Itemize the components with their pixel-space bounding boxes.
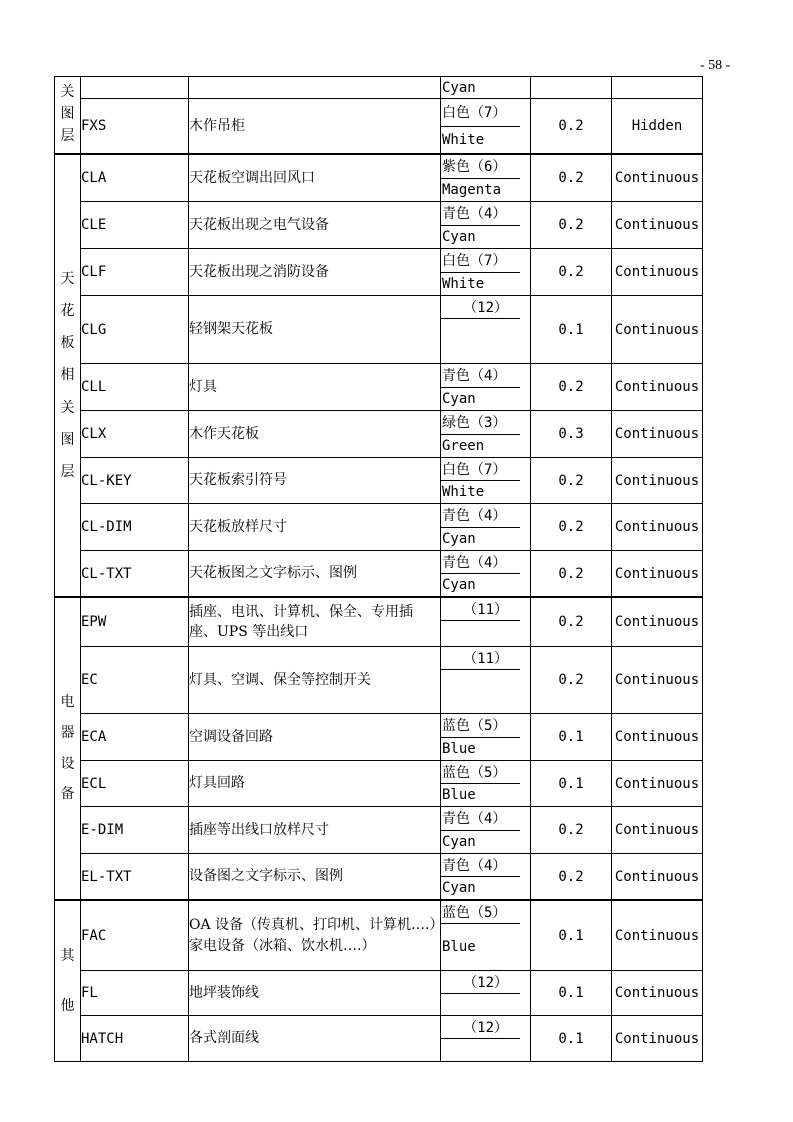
layer-description: 天花板索引符号 bbox=[189, 458, 441, 504]
table-row bbox=[55, 971, 703, 1016]
category-cell: 天花板相关图层 bbox=[55, 154, 81, 597]
table-row bbox=[55, 597, 703, 647]
color-cn: 蓝色（5） bbox=[441, 901, 520, 924]
layer-description: 地坪装饰线 bbox=[189, 971, 441, 1016]
layer-code: ECA bbox=[81, 714, 189, 761]
table-row bbox=[55, 77, 703, 99]
line-type: Continuous bbox=[612, 504, 703, 551]
layer-color bbox=[441, 411, 531, 458]
line-type: Continuous bbox=[612, 807, 703, 854]
page-number: - 58 - bbox=[700, 58, 731, 73]
layer-description: 木作天花板 bbox=[189, 411, 441, 458]
layer-code: CLF bbox=[81, 249, 189, 296]
layer-description: 空调设备回路 bbox=[189, 714, 441, 761]
line-type: Continuous bbox=[612, 647, 703, 714]
layer-color bbox=[441, 154, 531, 202]
layer-color bbox=[441, 504, 531, 551]
color-cn: 紫色（6） bbox=[441, 155, 520, 179]
table-row bbox=[55, 807, 703, 854]
layer-description bbox=[189, 77, 441, 99]
line-type: Continuous bbox=[612, 714, 703, 761]
layer-color bbox=[441, 77, 531, 99]
line-weight: 0.1 bbox=[531, 714, 612, 761]
layer-description: 灯具 bbox=[189, 364, 441, 411]
line-weight: 0.1 bbox=[531, 971, 612, 1016]
color-en: Green bbox=[442, 437, 485, 454]
layer-color bbox=[441, 99, 531, 155]
layer-description: 天花板空调出回风口 bbox=[189, 154, 441, 202]
color-cn: （11） bbox=[441, 647, 520, 670]
table-row bbox=[55, 99, 703, 155]
line-weight: 0.2 bbox=[531, 458, 612, 504]
table-row bbox=[55, 647, 703, 714]
line-weight: 0.2 bbox=[531, 647, 612, 714]
line-type: Continuous bbox=[612, 900, 703, 971]
layer-code: CLL bbox=[81, 364, 189, 411]
line-type: Continuous bbox=[612, 202, 703, 249]
line-type: Hidden bbox=[612, 99, 703, 155]
layer-description: 天花板出现之消防设备 bbox=[189, 249, 441, 296]
layer-color bbox=[441, 807, 531, 854]
layer-code: EL-TXT bbox=[81, 854, 189, 901]
table-row bbox=[55, 154, 703, 202]
layer-code: EPW bbox=[81, 597, 189, 647]
layer-color bbox=[441, 551, 531, 598]
color-cn: 青色（4） bbox=[441, 807, 520, 831]
layer-description: 天花板图之文字标示、图例 bbox=[189, 551, 441, 598]
layer-code bbox=[81, 77, 189, 99]
layer-color bbox=[441, 900, 531, 971]
line-weight: 0.2 bbox=[531, 551, 612, 598]
color-en: Cyan bbox=[442, 79, 476, 96]
line-weight: 0.2 bbox=[531, 154, 612, 202]
line-type: Continuous bbox=[612, 971, 703, 1016]
line-weight: 0.1 bbox=[531, 1016, 612, 1062]
color-en: Cyan bbox=[442, 577, 476, 593]
line-type: Continuous bbox=[612, 411, 703, 458]
line-type: Continuous bbox=[612, 154, 703, 202]
table-row bbox=[55, 458, 703, 504]
table-row bbox=[55, 202, 703, 249]
color-cn: （12） bbox=[441, 1016, 520, 1039]
layer-description: 灯具、空调、保全等控制开关 bbox=[189, 647, 441, 714]
table-row bbox=[55, 296, 703, 364]
table-row bbox=[55, 411, 703, 458]
color-en bbox=[441, 994, 530, 1016]
table-row bbox=[55, 1016, 703, 1062]
color-cn: 绿色（3） bbox=[441, 411, 520, 435]
layer-description: 各式剖面线 bbox=[189, 1016, 441, 1062]
table-row bbox=[55, 761, 703, 807]
color-cn: 蓝色（5） bbox=[441, 761, 520, 784]
layer-color bbox=[441, 597, 531, 647]
category-cell: 关图层 bbox=[55, 77, 81, 155]
color-en: White bbox=[442, 131, 485, 148]
color-en: White bbox=[442, 484, 485, 500]
layer-code: CL-KEY bbox=[81, 458, 189, 504]
table-row bbox=[55, 854, 703, 901]
layer-color bbox=[441, 296, 531, 364]
line-weight: 0.3 bbox=[531, 411, 612, 458]
line-type: Continuous bbox=[612, 296, 703, 364]
table-row bbox=[55, 551, 703, 598]
layer-code: EC bbox=[81, 647, 189, 714]
table-row bbox=[55, 364, 703, 411]
color-cn: 蓝色（5） bbox=[441, 714, 520, 738]
color-cn: 青色（4） bbox=[441, 854, 520, 877]
line-weight: 0.2 bbox=[531, 364, 612, 411]
color-en: Cyan bbox=[442, 228, 476, 245]
layer-description: 插座等出线口放样尺寸 bbox=[189, 807, 441, 854]
layer-description: 轻钢架天花板 bbox=[189, 296, 441, 364]
layer-color bbox=[441, 971, 531, 1016]
desc-line-2: 家电设备（冰箱、饮水机….） bbox=[189, 937, 376, 954]
line-type: Continuous bbox=[612, 364, 703, 411]
layer-description: 灯具回路 bbox=[189, 761, 441, 807]
line-weight: 0.2 bbox=[531, 249, 612, 296]
line-weight: 0.2 bbox=[531, 202, 612, 249]
layer-table bbox=[54, 76, 703, 1062]
layer-description: 天花板放样尺寸 bbox=[189, 504, 441, 551]
layer-code: CL-TXT bbox=[81, 551, 189, 598]
line-type: Continuous bbox=[612, 854, 703, 901]
layer-description: 设备图之文字标示、图例 bbox=[189, 854, 441, 901]
layer-description: 木作吊柜 bbox=[189, 99, 441, 155]
color-en: Cyan bbox=[442, 833, 476, 850]
color-en: Blue bbox=[442, 787, 476, 803]
color-en: Blue bbox=[442, 939, 476, 955]
layer-code: CLX bbox=[81, 411, 189, 458]
layer-code: FAC bbox=[81, 900, 189, 971]
color-cn: （11） bbox=[441, 598, 520, 621]
layer-description: 天花板出现之电气设备 bbox=[189, 202, 441, 249]
color-en bbox=[441, 1039, 530, 1061]
color-cn: 白色（7） bbox=[441, 458, 520, 481]
layer-description: 插座、电讯、计算机、保全、专用插座、UPS 等出线口 bbox=[189, 597, 441, 647]
layer-color bbox=[441, 647, 531, 714]
color-en bbox=[441, 670, 530, 713]
color-cn: 白色（7） bbox=[441, 249, 520, 273]
line-type: Continuous bbox=[612, 1016, 703, 1062]
color-cn: （12） bbox=[441, 971, 520, 994]
color-cn: 青色（4） bbox=[441, 551, 520, 574]
line-type: Continuous bbox=[612, 761, 703, 807]
line-weight: 0.2 bbox=[531, 99, 612, 155]
layer-color bbox=[441, 202, 531, 249]
color-en: Cyan bbox=[442, 390, 476, 407]
color-cn: 青色（4） bbox=[441, 202, 520, 226]
layer-code: CLE bbox=[81, 202, 189, 249]
layer-description bbox=[189, 900, 444, 971]
layer-code: E-DIM bbox=[81, 807, 189, 854]
line-weight: 0.2 bbox=[531, 854, 612, 901]
color-cn: 白色（7） bbox=[441, 99, 520, 127]
layer-code: CL-DIM bbox=[81, 504, 189, 551]
color-en bbox=[441, 319, 530, 363]
desc-line-1: OA 设备（传真机、打印机、计算机….） bbox=[189, 917, 444, 934]
line-weight bbox=[531, 77, 612, 99]
line-type: Continuous bbox=[612, 249, 703, 296]
color-cn: 青色（4） bbox=[441, 364, 520, 388]
table-row bbox=[55, 504, 703, 551]
line-type bbox=[612, 77, 703, 99]
layer-color bbox=[441, 714, 531, 761]
line-type: Continuous bbox=[612, 597, 703, 647]
layer-code: ECL bbox=[81, 761, 189, 807]
layer-color bbox=[441, 458, 531, 504]
table-row bbox=[55, 249, 703, 296]
line-weight: 0.1 bbox=[531, 761, 612, 807]
category-cell: 电器设备 bbox=[55, 597, 81, 900]
category-cell: 其他 bbox=[55, 900, 81, 1062]
color-en bbox=[441, 621, 530, 646]
line-weight: 0.2 bbox=[531, 597, 612, 647]
table-row bbox=[55, 714, 703, 761]
color-en: Cyan bbox=[442, 530, 476, 547]
layer-color bbox=[441, 364, 531, 411]
color-cn: 青色（4） bbox=[441, 504, 520, 528]
color-en: Magenta bbox=[442, 181, 502, 198]
layer-code: CLG bbox=[81, 296, 189, 364]
color-en: White bbox=[442, 275, 485, 292]
layer-code: FXS bbox=[81, 99, 189, 155]
line-weight: 0.1 bbox=[531, 296, 612, 364]
layer-color bbox=[441, 249, 531, 296]
layer-color bbox=[441, 854, 531, 901]
color-en: Blue bbox=[442, 740, 476, 757]
line-type: Continuous bbox=[612, 551, 703, 598]
layer-color bbox=[441, 761, 531, 807]
color-cn: （12） bbox=[441, 296, 520, 319]
table-row bbox=[55, 900, 703, 971]
line-weight: 0.1 bbox=[531, 900, 612, 971]
color-en: Cyan bbox=[442, 880, 476, 896]
line-type: Continuous bbox=[612, 458, 703, 504]
layer-code: HATCH bbox=[81, 1016, 189, 1062]
layer-code: FL bbox=[81, 971, 189, 1016]
layer-code: CLA bbox=[81, 154, 189, 202]
line-weight: 0.2 bbox=[531, 504, 612, 551]
layer-color bbox=[441, 1016, 531, 1062]
line-weight: 0.2 bbox=[531, 807, 612, 854]
